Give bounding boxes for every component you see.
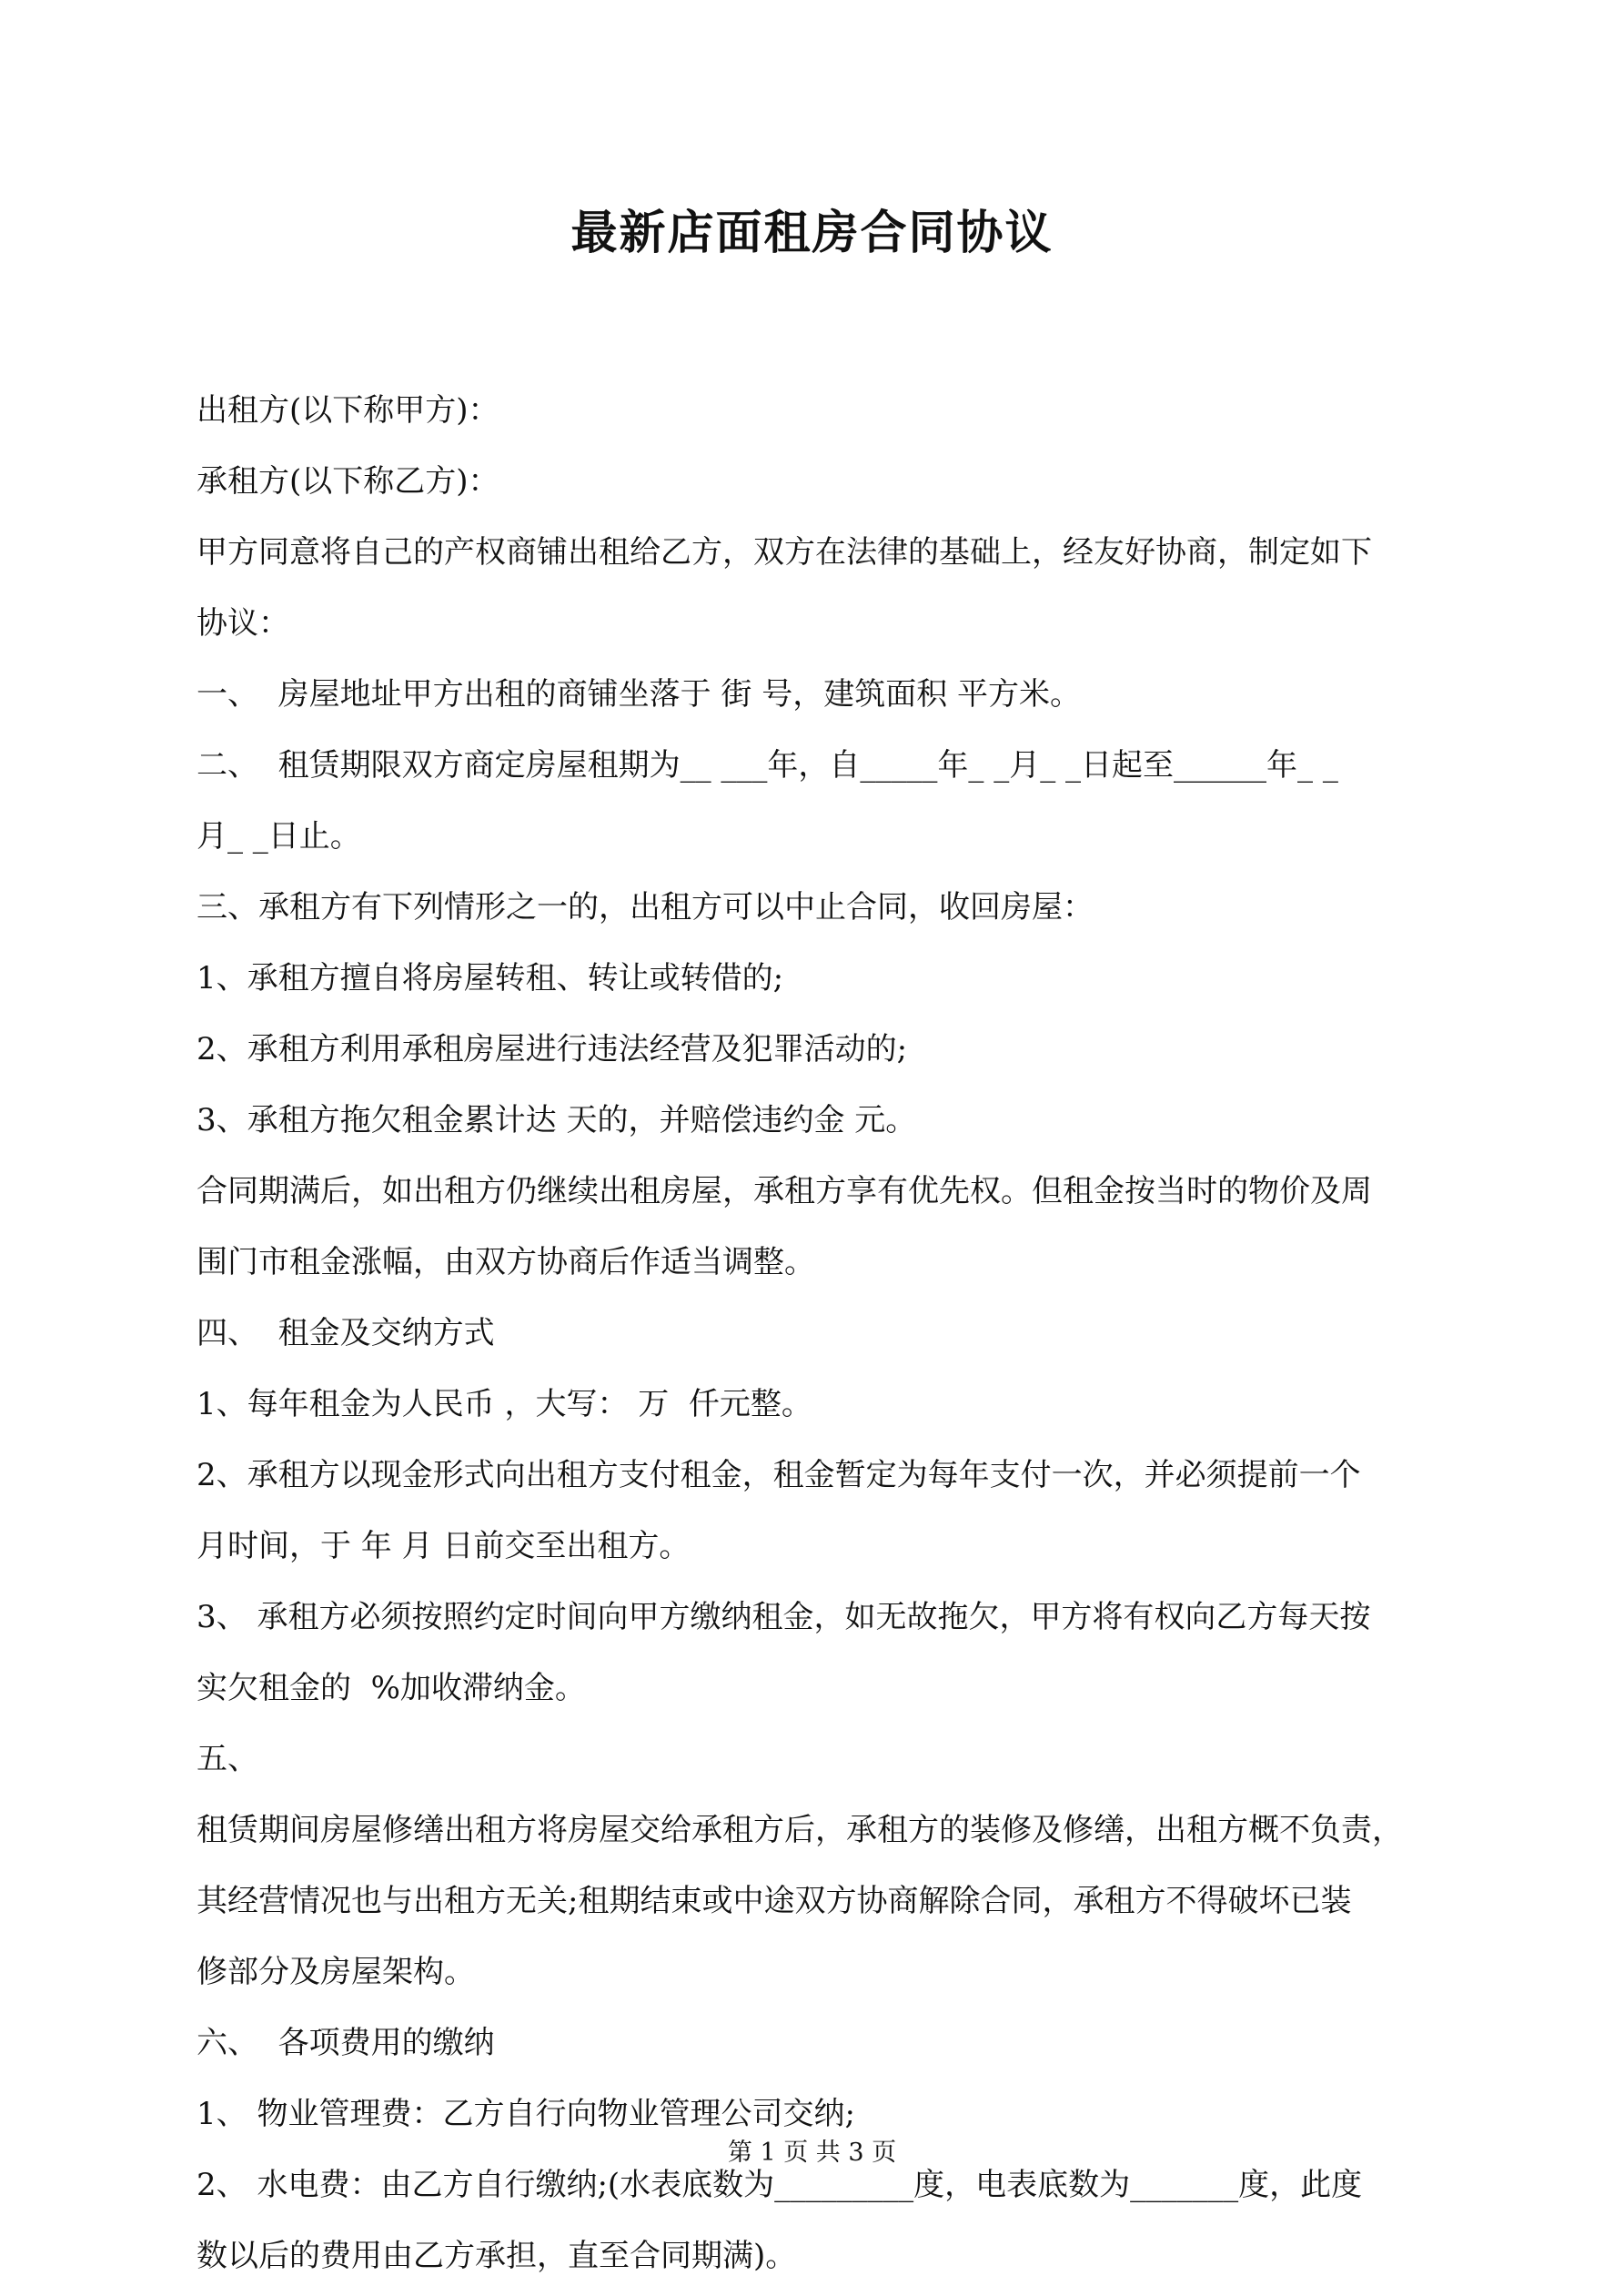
body-line: 协议： <box>197 605 289 642</box>
body-line: 承租方(以下称乙方)： <box>197 463 499 500</box>
body-line: 1、每年租金为人民币 ，大写： 万 仟元整。 <box>197 1386 812 1422</box>
body-line: 2、承租方以现金形式向出租方支付租金，租金暂定为每年支付一次，并必须提前一个 <box>197 1457 1361 1493</box>
document-title: 最新店面租房合同协议 <box>570 207 1054 260</box>
body-line: 2、承租方利用承租房屋进行违法经营及犯罪活动的; <box>197 1031 908 1067</box>
body-line: 数以后的费用由乙方承担，直至合同期满)。 <box>197 2238 797 2274</box>
body-line: 甲方同意将自己的产权商铺出租给乙方，双方在法律的基础上，经友好协商，制定如下 <box>197 534 1372 571</box>
body-line: 三、承租方有下列情形之一的，出租方可以中止合同，收回房屋： <box>197 889 1094 925</box>
body-line: 四、 租金及交纳方式 <box>197 1315 495 1351</box>
body-line: 月_ _日止。 <box>197 818 361 855</box>
document-body <box>197 375 1447 2291</box>
body-line: 1、 物业管理费：乙方自行向物业管理公司交纳; <box>197 2096 855 2132</box>
body-line: 1、承租方擅自将房屋转租、转让或转借的; <box>197 960 784 996</box>
body-line: 月时间，于 年 月 日前交至出租方。 <box>197 1528 691 1564</box>
body-line: 其经营情况也与出租方无关;租期结束或中途双方协商解除合同，承租方不得破坏已装 <box>197 1883 1352 1919</box>
body-line: 二、 租赁期限双方商定房屋租期为__ ___年，自_____年_ _月_ _日起至______年_ _ <box>197 747 1338 784</box>
body-line: 租赁期间房屋修缮出租方将房屋交给承租方后，承租方的装修及修缮，出租方概不负责， <box>197 1812 1403 1848</box>
body-line: 围门市租金涨幅，由双方协商后作适当调整。 <box>197 1244 815 1280</box>
body-line: 3、 承租方必须按照约定时间向甲方缴纳租金，如无故拖欠，甲方将有权向乙方每天按 <box>197 1599 1371 1635</box>
body-line: 出租方(以下称甲方)： <box>197 392 499 429</box>
page-footer: 第 1 页 共 3 页 <box>727 2139 897 2167</box>
body-line: 修部分及房屋架构。 <box>197 1954 475 1990</box>
body-line: 合同期满后，如出租方仍继续出租房屋，承租方享有优先权。但租金按当时的物价及周 <box>197 1173 1372 1209</box>
body-line: 五、 <box>197 1741 258 1777</box>
body-line: 3、承租方拖欠租金累计达 天的，并赔偿违约金 元。 <box>197 1102 917 1138</box>
body-line: 六、 各项费用的缴纳 <box>197 2025 495 2061</box>
body-line: 一、 房屋地址甲方出租的商铺坐落于 街 号，建筑面积 平方米。 <box>197 676 1082 713</box>
body-line: 实欠租金的 %加收滞纳金。 <box>197 1670 586 1706</box>
body-line: 2、 水电费：由乙方自行缴纳;(水表底数为_________度，电表底数为_______度，此度 <box>197 2167 1363 2203</box>
